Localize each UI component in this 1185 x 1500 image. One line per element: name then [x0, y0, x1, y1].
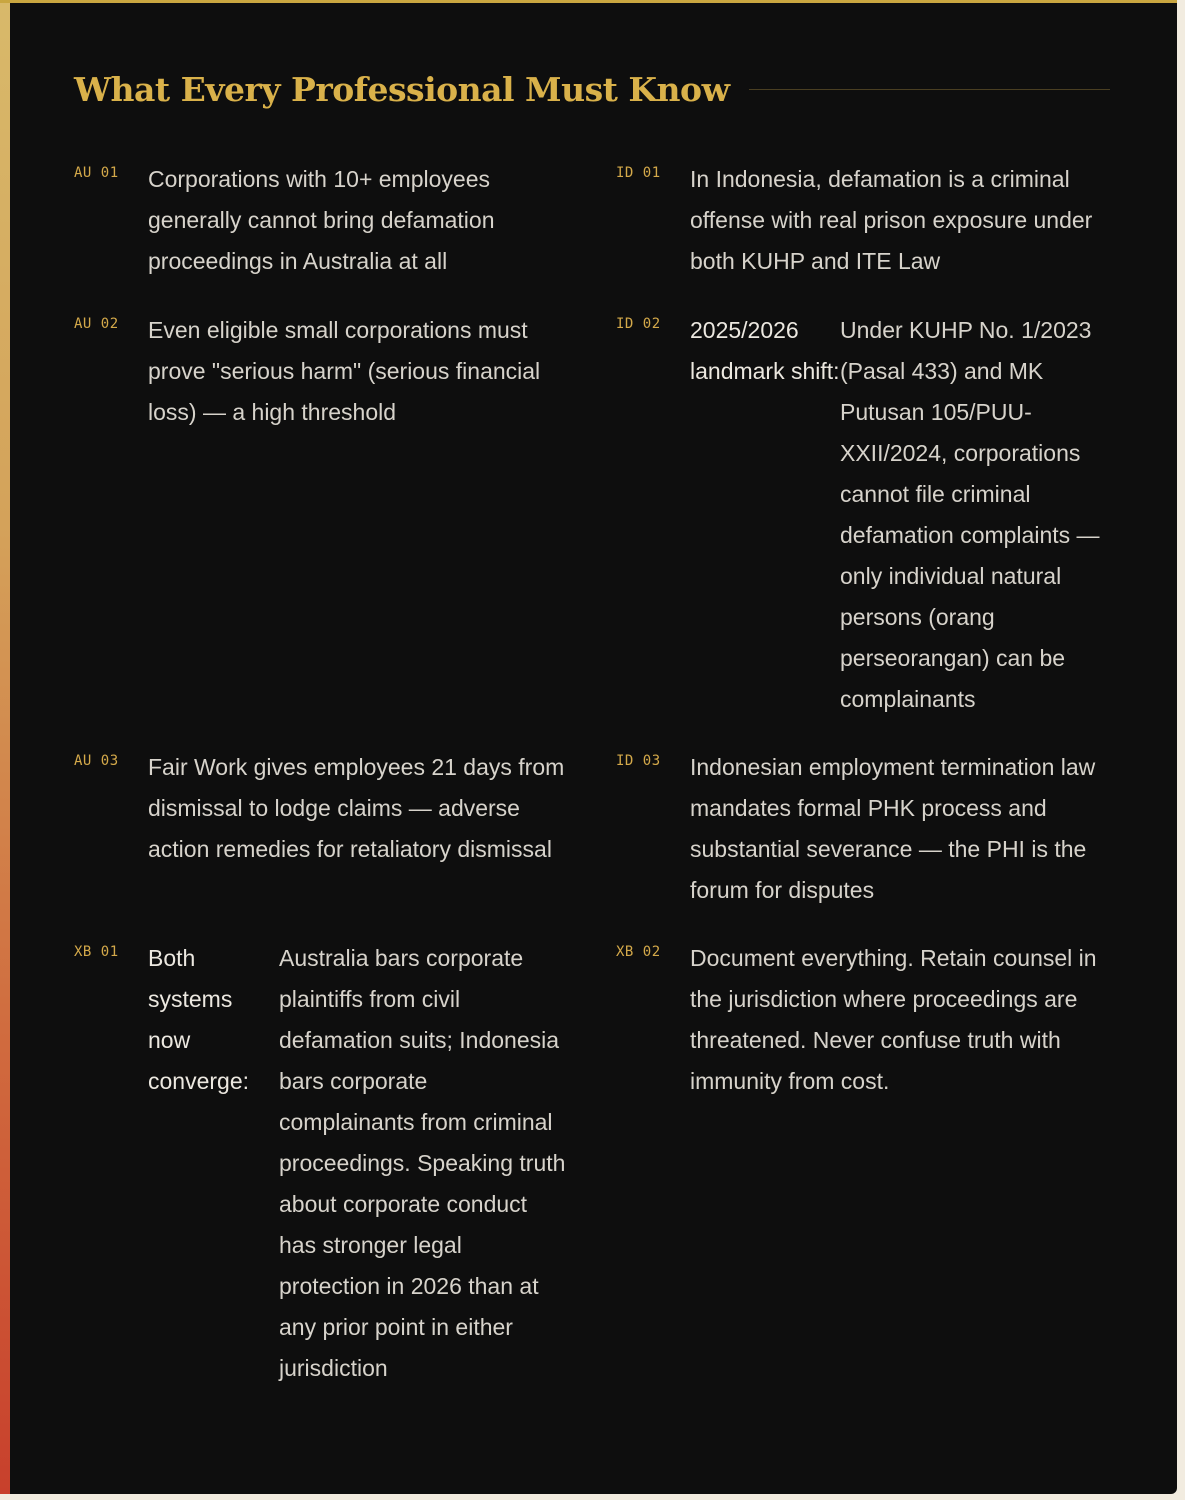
section-header [74, 61, 1110, 117]
point-tag: AU 02 [74, 316, 119, 332]
point-tag: AU 03 [74, 753, 119, 769]
point-text: Under KUHP No. 1/2023 (Pasal 433) and MK Putusan 105/PUU-XXII/2024, corporations cannot file criminal defamation complaints — only individual natural persons (orang perseorangan) can be complainants [840, 317, 1100, 712]
point-id-02 [616, 310, 1116, 720]
point-id-01 [616, 159, 1116, 282]
point-text: Even eligible small corporations must prove "serious harm" (serious financial loss) — a high threshold [148, 317, 541, 425]
point-tag: XB 02 [616, 944, 661, 960]
point-tag: ID 01 [616, 165, 661, 181]
point-text: In Indonesia, defamation is a criminal offense with real prison exposure under both KUHP and ITE Law [690, 166, 1093, 274]
point-xb-02 [616, 938, 1116, 1102]
point-xb-01 [74, 938, 574, 1389]
point-label: Both systems now converge: [148, 945, 250, 1094]
point-text: Indonesian employment termination law mandates formal PHK process and substantial severance — the PHI is the forum for disputes [690, 754, 1096, 903]
point-text: Document everything. Retain counsel in the jurisdiction where proceedings are threatened. Never confuse truth with immunity from cost. [690, 945, 1097, 1094]
point-text: Australia bars corporate plaintiffs from civil defamation suits; Indonesia bars corporate complainants from criminal proceedings. Speaking truth about corporate conduct has stronger legal protection in 2026 than at any prior point in either jurisdiction [279, 945, 566, 1381]
point-tag: XB 01 [74, 944, 119, 960]
point-body [690, 310, 1115, 720]
point-au-01 [74, 159, 574, 282]
point-au-03 [74, 747, 574, 870]
point-tag: ID 02 [616, 316, 661, 332]
point-au-02 [74, 310, 574, 433]
point-tag: ID 03 [616, 753, 661, 769]
accent-bar [0, 3, 10, 1494]
point-label: 2025/2026 landmark shift: [690, 317, 840, 384]
section-title: What Every Professional Must Know [74, 69, 730, 109]
point-tag: AU 01 [74, 165, 119, 181]
point-body [148, 938, 569, 1389]
heading-divider [749, 89, 1110, 90]
point-text: Fair Work gives employees 21 days from dismissal to lodge claims — adverse action remedies for retaliatory dismissal [148, 754, 565, 862]
point-id-03 [616, 747, 1116, 911]
point-text: Corporations with 10+ employees generally cannot bring defamation proceedings in Australia at all [148, 166, 495, 274]
